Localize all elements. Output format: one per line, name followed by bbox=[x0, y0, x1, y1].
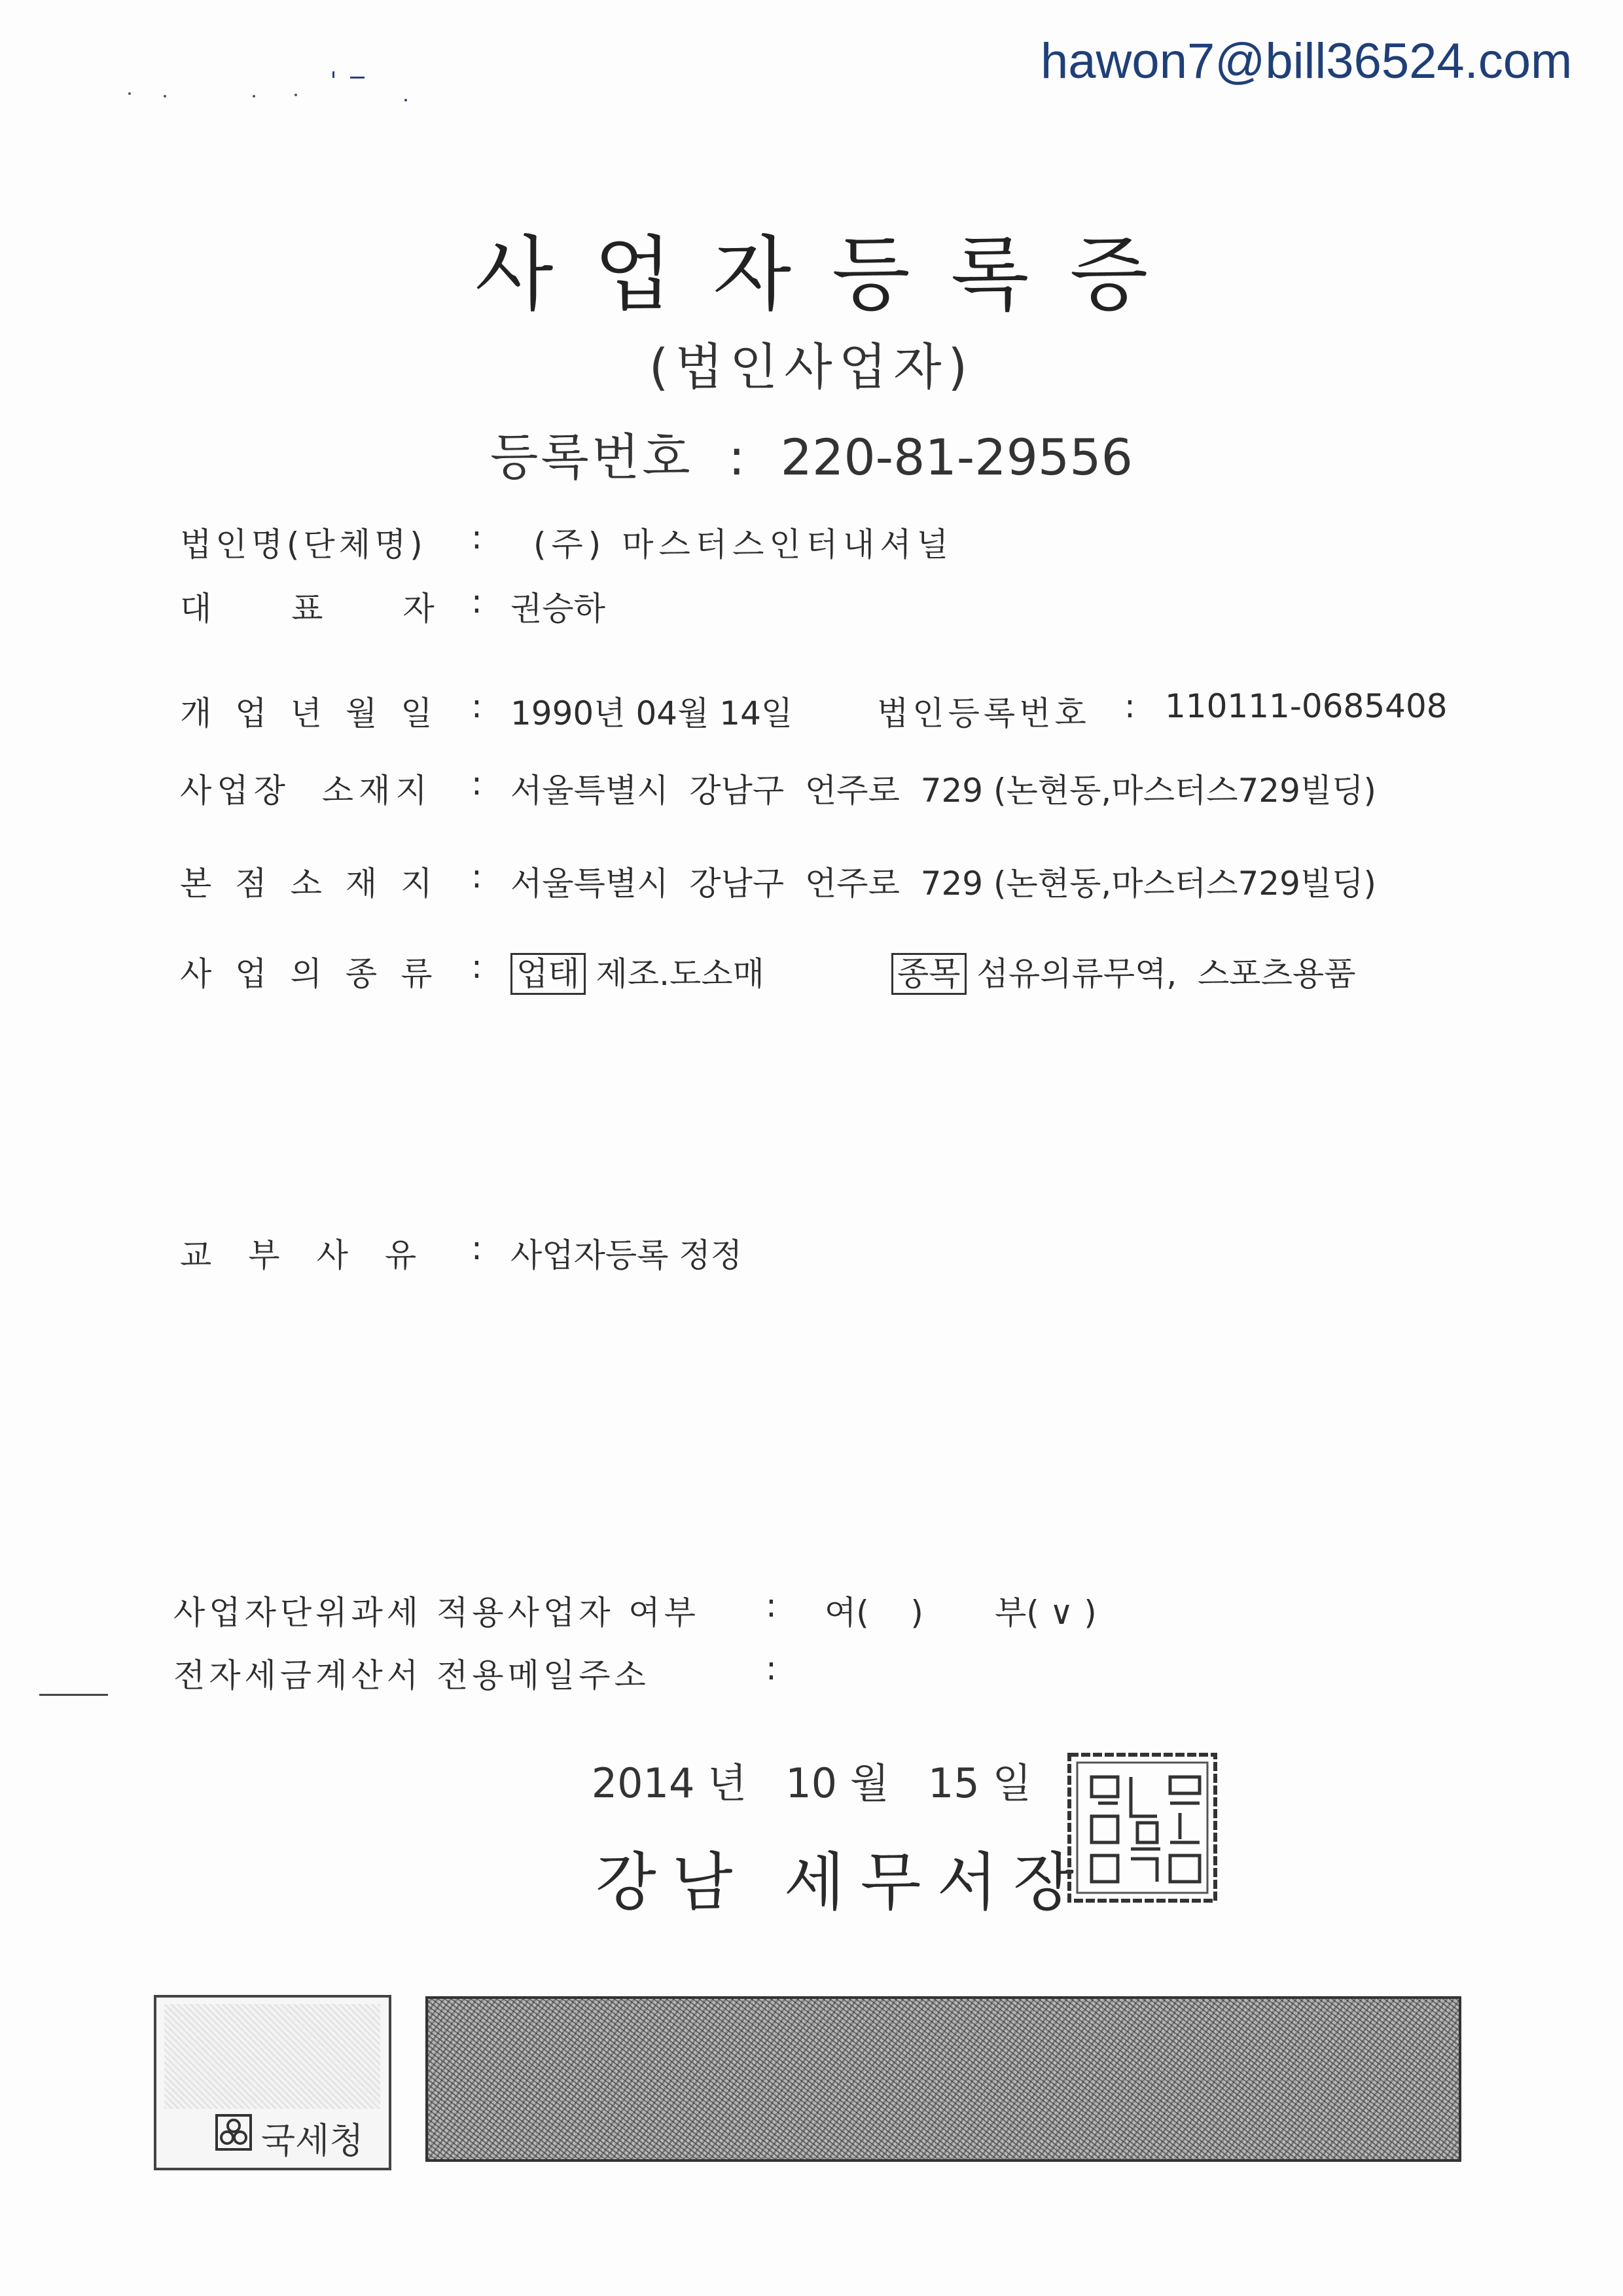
registration-label: 등록번호 bbox=[490, 428, 693, 486]
scan-specks bbox=[124, 62, 419, 101]
business-category bbox=[510, 948, 764, 995]
registration-number: 220-81-29556 bbox=[780, 428, 1133, 486]
issuing-office: 강남 세무서장 bbox=[596, 1846, 1090, 1919]
document-title: 사업자등록증 bbox=[474, 228, 1189, 322]
nts-logo-icon bbox=[215, 2114, 252, 2151]
corp-reg-colon: : bbox=[1124, 687, 1135, 725]
field-colon: : bbox=[471, 1229, 482, 1267]
field-value: 서울특별시 강남구 언주로 729 (논현동,마스터스729빌딩) bbox=[510, 772, 1377, 810]
unit-tax-row bbox=[0, 1587, 1623, 1632]
field-label: 교부사유 bbox=[180, 1236, 454, 1274]
field-colon: : bbox=[471, 948, 482, 986]
field-head-office-address bbox=[0, 857, 1623, 903]
field-label: 사업장 소재지 bbox=[180, 772, 433, 810]
unit-tax-yes: 여( ) bbox=[825, 1594, 923, 1632]
category-value: 제조.도소매 bbox=[596, 955, 764, 993]
field-value: 1990년 04월 14일 bbox=[510, 694, 793, 732]
watermark-email: hawon7@bill36524.com bbox=[1041, 33, 1573, 89]
field-label: 법인명(단체명) bbox=[180, 526, 427, 564]
items-tag: 종목 bbox=[891, 953, 967, 995]
field-business-address bbox=[0, 764, 1623, 810]
nts-logo-text: 국세청 bbox=[261, 2120, 364, 2161]
registration-number-line bbox=[0, 418, 1623, 489]
issue-date: 2014 년 10 월 15 일 bbox=[591, 1759, 1032, 1807]
field-colon: : bbox=[471, 583, 482, 620]
category-tag: 업태 bbox=[510, 953, 586, 995]
document-subtitle: (법인사업자) bbox=[649, 338, 974, 396]
etax-email-colon: : bbox=[766, 1649, 777, 1687]
field-representative bbox=[0, 583, 1623, 628]
corp-reg-label: 법인등록번호 bbox=[877, 694, 1090, 732]
field-label: 사업의종류 bbox=[180, 955, 456, 993]
official-seal-icon bbox=[1065, 1751, 1219, 1905]
field-colon: : bbox=[471, 857, 482, 895]
etax-email-label: 전자세금계산서 전용메일주소 bbox=[173, 1657, 650, 1695]
field-label: 개업년월일 bbox=[180, 694, 456, 732]
nts-logo-panel bbox=[154, 1995, 391, 2170]
field-colon: : bbox=[471, 687, 482, 725]
field-open-date bbox=[0, 687, 1623, 733]
business-items bbox=[891, 948, 1356, 995]
field-corp-name bbox=[0, 518, 1623, 564]
logo-noise bbox=[164, 2004, 380, 2109]
margin-mark bbox=[39, 1694, 108, 1696]
registration-separator: : bbox=[728, 428, 745, 486]
field-value: 사업자등록 정정 bbox=[510, 1236, 742, 1274]
security-barcode bbox=[425, 1996, 1461, 2162]
unit-tax-no: 부( ∨ ) bbox=[995, 1594, 1097, 1632]
field-colon: : bbox=[471, 518, 482, 556]
etax-email-row bbox=[0, 1649, 1623, 1695]
items-value: 섬유의류무역, 스포츠용품 bbox=[976, 955, 1356, 993]
field-label: 대 표 자 bbox=[180, 590, 435, 628]
field-value: 서울특별시 강남구 언주로 729 (논현동,마스터스729빌딩) bbox=[510, 865, 1377, 903]
field-value: 권승하 bbox=[510, 590, 605, 628]
field-value: (주) 마스터스인터내셔널 bbox=[533, 526, 954, 564]
field-issue-reason bbox=[0, 1229, 1623, 1275]
unit-tax-colon: : bbox=[766, 1587, 777, 1624]
field-label: 본점소재지 bbox=[180, 865, 456, 903]
field-business-type bbox=[0, 948, 1623, 994]
field-colon: : bbox=[471, 764, 482, 802]
unit-tax-label: 사업자단위과세 적용사업자 여부 bbox=[173, 1594, 700, 1632]
corp-reg-number: 110111-0685408 bbox=[1165, 687, 1448, 725]
